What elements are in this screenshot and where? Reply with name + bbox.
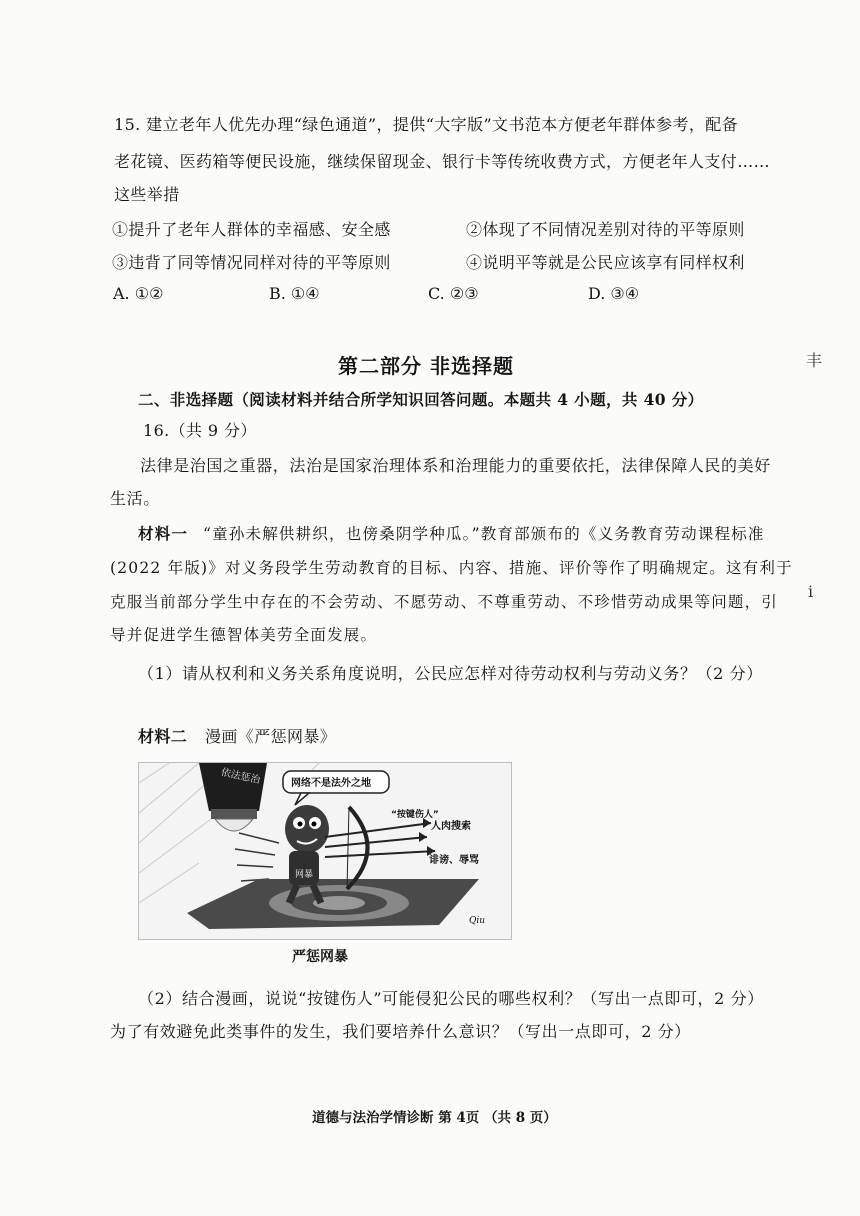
speech-text: 网络不是法外之地 [291, 778, 371, 789]
brush-text: 依法惩治 [219, 767, 262, 787]
edge-mark-2: i [808, 582, 814, 601]
q15-statement-4: ④说明平等就是公民应该享有同样权利 [466, 253, 745, 272]
material2-label: 材料二 [138, 727, 188, 746]
arrow-label-slander: 诽谤、辱骂 [429, 855, 479, 866]
page-footer: 道德与法治学情诊断 第 4页 （共 8 页） [312, 1110, 557, 1126]
material2-desc: 漫画《严惩网暴》 [205, 727, 337, 746]
q15-statement-1: ①提升了老年人群体的幸福感、安全感 [112, 220, 391, 239]
arrow-label-search: 人肉搜索 [431, 821, 471, 832]
edge-mark-1: 丰 [806, 351, 823, 370]
artist-signature: Qiu [469, 916, 486, 926]
q15-stem-line3: 这些举措 [114, 185, 180, 204]
q16-intro-line1: 法律是治国之重器，法治是国家治理体系和治理能力的重要依托，法律保障人民的美好 [140, 456, 771, 475]
cartoon-drawing [139, 763, 511, 939]
q15-option-c[interactable]: C. ②③ [428, 284, 479, 303]
q15-stem-line1: 15. 建立老年人优先办理“绿色通道”，提供“大字版”文书范本方便老年群体参考，配备 [114, 115, 739, 134]
q15-option-d[interactable]: D. ③④ [588, 284, 640, 303]
material1-line3: 克服当前部分学生中存在的不会劳动、不愿劳动、不尊重劳动、不珍惜劳动成果等问题，引 [110, 593, 779, 611]
part2-title: 第二部分 非选择题 [338, 354, 514, 378]
material1-line4: 导并促进学生德智体美劳全面发展。 [110, 626, 378, 644]
cartoon-caption: 严惩网暴 [292, 949, 348, 965]
q15-stem-line2: 老花镜、医药箱等便民设施，继续保留现金、银行卡等传统收费方式，方便老年人支付…… [114, 152, 771, 171]
arrow-label: “按键伤人” [391, 810, 439, 820]
q15-option-a[interactable]: A. ①② [113, 284, 164, 303]
q15-option-b[interactable]: B. ①④ [269, 284, 320, 303]
material1-line2: (2022 年版)》对义务段学生劳动教育的目标、内容、措施、评价等作了明确规定。这有利于 [110, 559, 793, 577]
q16-intro-line2: 生活。 [110, 489, 160, 508]
q15-statement-2: ②体现了不同情况差别对待的平等原则 [466, 220, 745, 239]
material1-line1: “童孙未解供耕织，也傍桑阴学种瓜。”教育部颁布的《义务教育劳动课程标准 [203, 525, 765, 543]
part2-instruction: 二、非选择题（阅读材料并结合所学知识回答问题。本题共 4 小题，共 40 分） [138, 390, 704, 409]
q16-sub2-line2: 为了有效避免此类事件的发生，我们要培养什么意识？（写出一点即可，2 分） [110, 1022, 691, 1041]
q15-statement-3: ③违背了同等情况同样对待的平等原则 [112, 253, 391, 272]
figure-body-text: 网暴 [295, 870, 314, 880]
q16-sub2-line1: （2）结合漫画，说说“按键伤人”可能侵犯公民的哪些权利？（写出一点即可，2 分） [138, 989, 764, 1008]
cartoon-image [138, 762, 512, 940]
q16-sub1: （1）请从权利和义务关系角度说明，公民应怎样对待劳动权利与劳动义务？（2 分） [138, 664, 763, 683]
q16-header: 16.（共 9 分） [143, 421, 257, 440]
material1-label: 材料一 [138, 524, 189, 543]
